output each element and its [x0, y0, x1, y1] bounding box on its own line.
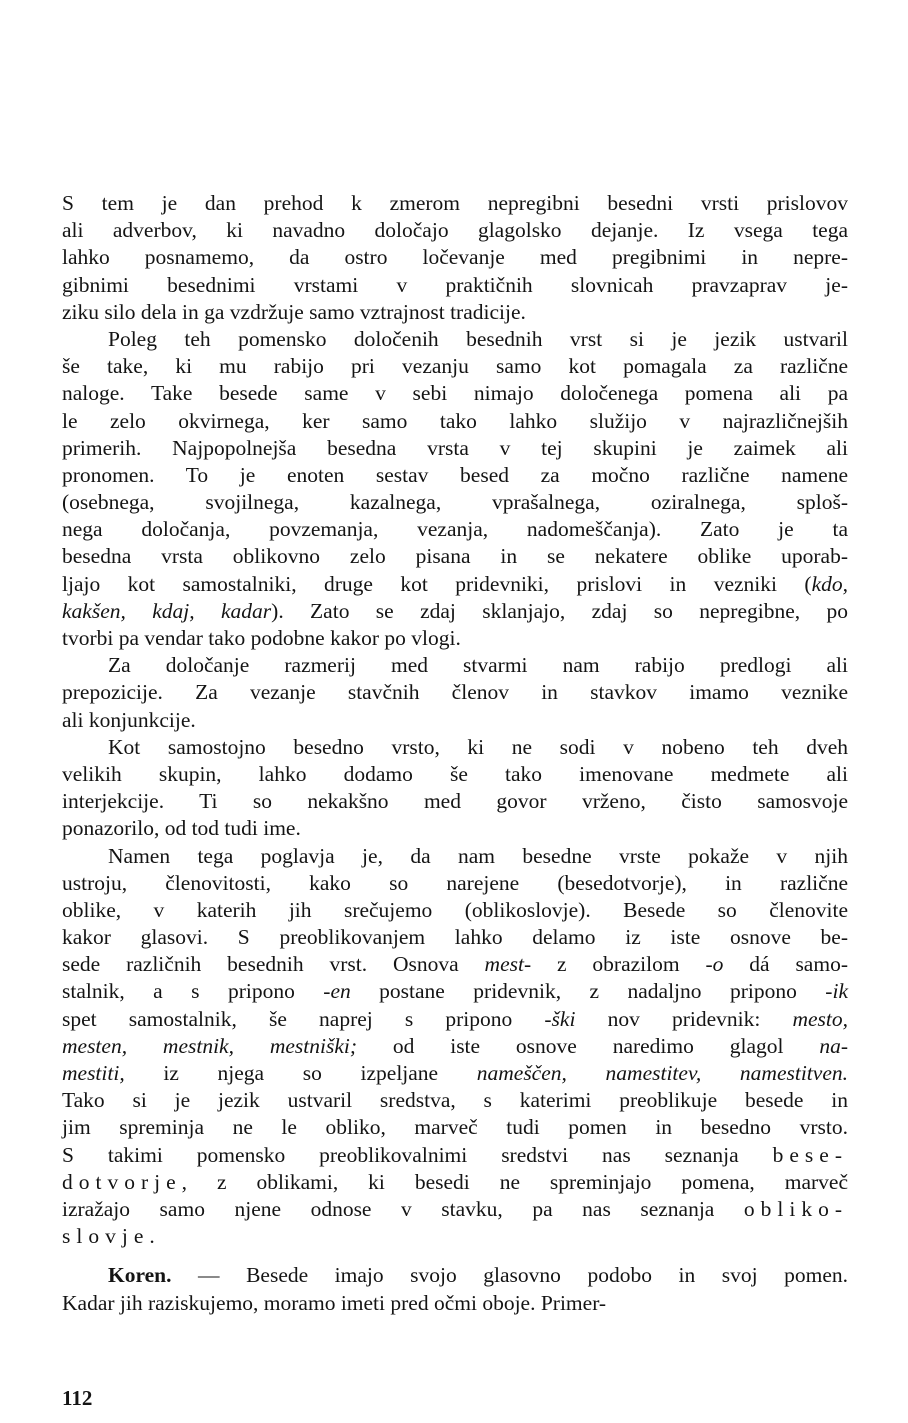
text-run: postane pridevnik, z nadaljno pripono -	[350, 979, 833, 1004]
text-run: — Besede imajo svojo glasovno podobo in svoj pomen.	[171, 1263, 848, 1288]
text-run: prepozicije. Za vezanje stavčnih členov in stavkov imamo veznike	[62, 680, 848, 705]
text-line	[62, 625, 848, 652]
text-line	[62, 598, 848, 625]
text-line	[62, 272, 848, 299]
spaced-term: dotvorje	[62, 1169, 182, 1194]
paragraph-predlogi	[62, 652, 848, 734]
text-line	[62, 1087, 848, 1114]
text-run: oblike, v katerih jih srečujemo (oblikoslovje). Besede so členovite	[62, 897, 848, 922]
italic-term: o	[712, 952, 724, 977]
italic-term: ik	[832, 979, 848, 1004]
text-line	[62, 707, 848, 734]
text-line	[62, 408, 848, 435]
text-run: (osebnega, svojilnega, kazalnega, vprašalnega, oziralnega, sploš-	[62, 490, 848, 515]
text-block	[62, 190, 848, 1317]
italic-term: nameščen, namestitev, namestitven.	[476, 1061, 848, 1085]
text-run: .	[149, 1224, 155, 1249]
text-run: Poleg teh pomensko določenih besednih vrst si je jezik ustvaril	[108, 326, 848, 351]
text-run: z obrazilom -	[531, 952, 713, 977]
text-line	[62, 734, 848, 761]
italic-term: mesto,	[792, 1006, 848, 1031]
text-line	[62, 489, 848, 516]
text-line	[62, 462, 848, 489]
text-run: ustroju, členovitosti, kako so narejene (besedotvorje), in različne	[62, 870, 848, 895]
paragraph-prehod	[62, 190, 848, 326]
text-run: izražajo samo njene odnose v stavku, pa nas seznanja	[62, 1196, 744, 1221]
text-run: pronomen. To je enoten sestav besed za močno različne namene	[62, 462, 848, 487]
italic-term: mest-	[484, 952, 532, 977]
italic-term: na-	[819, 1033, 848, 1058]
spaced-term: obliko-	[743, 1196, 848, 1221]
text-line	[62, 1290, 848, 1317]
text-line	[62, 788, 848, 815]
text-line	[62, 815, 848, 842]
text-run: od iste osnove naredimo glagol	[357, 1033, 820, 1058]
text-run: še take, ki mu rabijo pri vezanju samo kot pomagala za različne	[62, 354, 848, 379]
text-run: ponazorilo, od tod tudi ime.	[62, 816, 301, 841]
text-run: naloge. Take besede same v sebi nimajo določenega pomena ali pa	[62, 381, 848, 406]
spaced-term: slovje	[62, 1224, 150, 1249]
text-line	[62, 897, 848, 924]
text-run: Za določanje razmerij med stvarmi nam rabijo predlogi ali	[108, 653, 848, 678]
text-line	[62, 299, 848, 326]
text-run: kakor glasovi. S preoblikovanjem lahko delamo iz iste osnove be-	[62, 925, 848, 950]
text-run: jim spreminja ne le obliko, marveč tudi pomen in besedno vrsto.	[62, 1115, 848, 1140]
text-run: sede različnih besednih vrst. Osnova	[62, 952, 485, 977]
text-run: iz njega so izpeljane	[124, 1061, 477, 1085]
text-run: gibnimi besednimi vrstami v praktičnih slovnicah pravzaprav je-	[62, 272, 848, 297]
italic-term: mestiti,	[62, 1061, 125, 1085]
text-run: S tem je dan prehod k zmerom nepregibni besedni vrsti prislovov	[62, 191, 848, 215]
paragraph-medmeti	[62, 734, 848, 843]
text-run: ljajo kot samostalniki, druge kot pridevniki, prislovi in vezniki (	[62, 571, 812, 596]
text-line	[62, 1142, 848, 1169]
text-line	[62, 924, 848, 951]
text-run: lahko posnamemo, da ostro ločevanje med pregibnimi in nepre-	[62, 245, 848, 270]
spaced-term: bese-	[772, 1142, 848, 1167]
text-line	[62, 1196, 848, 1223]
text-run: ). Zato se zdaj sklanjajo, zdaj so nepregibne, po	[271, 598, 849, 623]
text-line	[62, 516, 848, 543]
text-line	[62, 843, 848, 870]
text-run: ziku silo dela in ga vzdržuje samo vztrajnost tradicije.	[62, 299, 526, 324]
text-line	[62, 244, 848, 271]
text-run: nov pridevnik:	[575, 1006, 793, 1031]
text-line	[62, 190, 848, 217]
text-run: tvorbi pa vendar tako podobne kakor po vlogi.	[62, 626, 461, 650]
text-line	[62, 978, 848, 1005]
text-run: ali adverbov, ki navadno določajo glagolsko dejanje. Iz vsega tega	[62, 218, 848, 243]
text-run: Tako si je jezik ustvaril sredstva, s katerimi preoblikuje besede in	[62, 1088, 848, 1113]
text-line	[62, 1169, 848, 1196]
text-run: le zelo okvirnega, ker samo tako lahko služijo v najrazličnejših	[62, 408, 848, 433]
paragraph-zaimek	[62, 326, 848, 652]
text-line	[62, 435, 848, 462]
text-line	[62, 1223, 848, 1250]
text-line	[62, 1114, 848, 1141]
text-line	[62, 217, 848, 244]
text-run: S takimi pomensko preoblikovalnimi sredstvi nas seznanja	[62, 1142, 773, 1167]
text-run: stalnik, a s pripono -	[62, 979, 331, 1004]
run-in-heading: Koren.	[108, 1263, 172, 1288]
text-line	[62, 353, 848, 380]
paragraph-namen	[62, 843, 848, 1251]
text-line	[62, 326, 848, 353]
text-line	[62, 1006, 848, 1033]
italic-term: mesten, mestnik, mestniški;	[62, 1033, 358, 1058]
text-line	[62, 951, 848, 978]
text-line	[62, 1033, 848, 1060]
text-line	[62, 870, 848, 897]
italic-term: ški	[551, 1006, 576, 1031]
text-run: Kot samostojno besedno vrsto, ki ne sodi v nobeno teh dveh	[108, 734, 848, 759]
text-line	[62, 761, 848, 788]
text-run: , z oblikami, ki besedi ne spreminjajo pomena, marveč	[181, 1169, 848, 1194]
paragraph-koren	[62, 1262, 848, 1316]
text-line	[62, 543, 848, 570]
text-run: velikih skupin, lahko dodamo še tako imenovane medmete ali	[62, 761, 848, 786]
text-line	[62, 1060, 848, 1087]
text-run: nega določanja, povzemanja, vezanja, nadomeščanja). Zato je ta	[62, 517, 848, 542]
text-run: Kadar jih raziskujemo, moramo imeti pred očmi oboje. Primer-	[62, 1290, 607, 1315]
text-run: Namen tega poglavja je, da nam besedne vrste pokaže v njih	[108, 843, 848, 868]
italic-term: kdo,	[811, 571, 848, 596]
text-run: dá samo-	[723, 952, 848, 977]
text-line	[62, 571, 848, 598]
text-run: interjekcije. Ti so nekakšno med govor vrženo, čisto samosvoje	[62, 789, 848, 814]
text-run: besedna vrsta oblikovno zelo pisana in se nekatere oblike uporab-	[62, 544, 848, 569]
italic-term: kakšen, kdaj, kadar	[62, 598, 272, 623]
text-line	[62, 679, 848, 706]
text-line	[62, 380, 848, 407]
text-line	[62, 652, 848, 679]
italic-term: en	[330, 979, 351, 1004]
text-run: ali konjunkcije.	[62, 707, 196, 732]
text-run: primerih. Najpopolnejša besedna vrsta v tej skupini je zaimek ali	[62, 435, 848, 460]
text-run: spet samostalnik, še naprej s pripono -	[62, 1006, 552, 1031]
text-line	[62, 1262, 848, 1289]
page-number: 112	[62, 1386, 93, 1410]
